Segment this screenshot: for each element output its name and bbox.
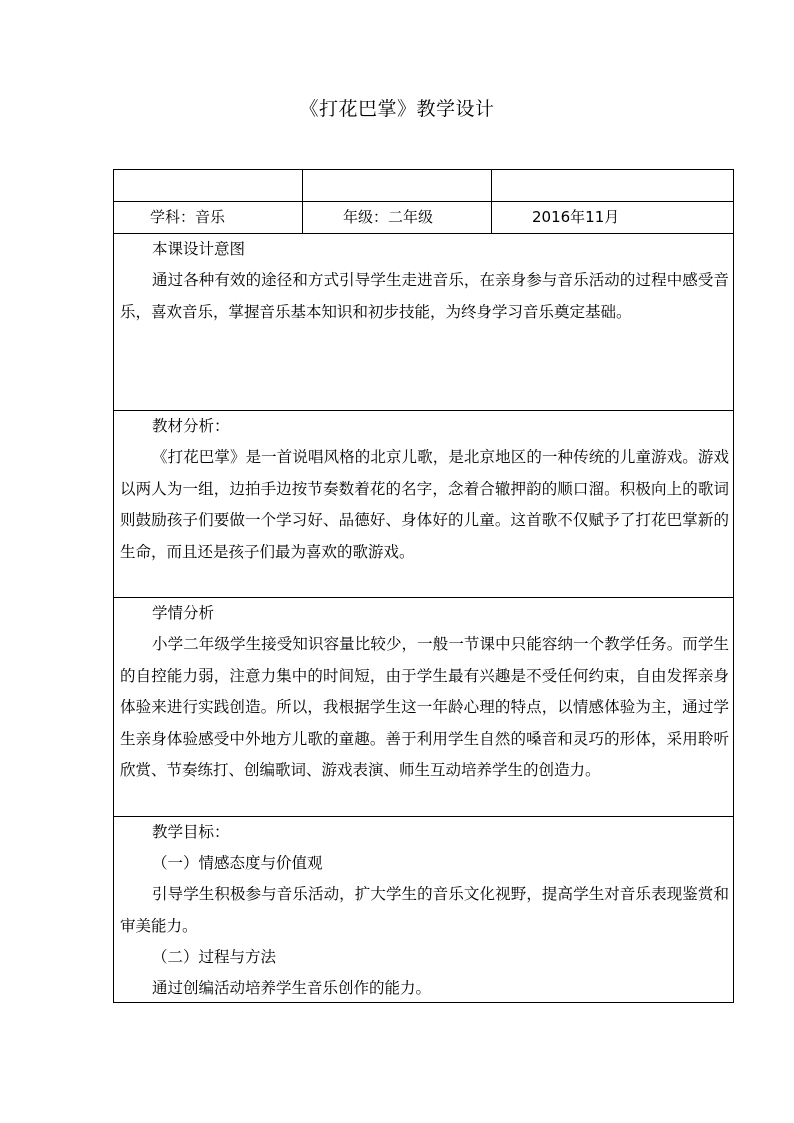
page-title: 《打花巴掌》教学设计 [299, 98, 495, 120]
section-heading: 教学目标： [152, 823, 230, 841]
row-divider [114, 233, 733, 234]
column-divider [491, 170, 492, 233]
section-divider [114, 816, 733, 817]
section-paragraph: 通过各种有效的途径和方式引导学生走进音乐，在亲身参与音乐活动的过程中感受音乐，喜欢音乐，掌握音乐基本知识和初步技能，为终身学习音乐奠定基础。 [120, 271, 729, 321]
student-analysis-section [120, 602, 729, 814]
lesson-plan-table [113, 169, 734, 1003]
section-paragraph: 小学二年级学生接受知识容量比较少，一般一节课中只能容纳一个教学任务。而学生的自控能力弱，注意力集中的时间短，由于学生最有兴趣是不受任何约束，自由发挥亲身体验来进行实践创造。所以，我根据学生这一年龄心理的特点，以情感体验为主，通过学生亲身体验感受中外地方儿歌的童趣。善于利用学生自然的嗓音和灵巧的形体，采用聆听欣赏、节奏练打、创编歌词、游戏表演、师生互动培养学生的创造力。 [120, 635, 729, 779]
section-divider [114, 410, 733, 411]
date-cell: 2016年11月 [532, 208, 620, 226]
goal-subheading: （二）过程与方法 [152, 948, 277, 966]
teaching-goals-section [120, 821, 729, 1001]
material-analysis-section [120, 415, 729, 595]
row-divider [114, 201, 733, 202]
column-divider [302, 170, 303, 233]
design-intent-section [120, 238, 729, 408]
grade-cell: 年级：二年级 [343, 208, 434, 226]
section-paragraph: 《打花巴掌》是一首说唱风格的北京儿歌，是北京地区的一种传统的儿童游戏。游戏以两人为一组，边拍手边按节奏数着花的名字，念着合辙押韵的顺口溜。积极向上的歌词则鼓励孩子们要做一个学习好、品德好、身体好的儿童。这首歌不仅赋予了打花巴掌新的生命，而且还是孩子们最为喜欢的歌游戏。 [120, 448, 729, 561]
goal-paragraph: 引导学生积极参与音乐活动，扩大学生的音乐文化视野，提高学生对音乐表现鉴赏和审美能力。 [120, 885, 729, 935]
section-heading: 教材分析： [152, 417, 230, 435]
goal-paragraph: 通过创编活动培养学生音乐创作的能力。 [152, 979, 432, 997]
section-heading: 学情分析 [152, 604, 215, 622]
section-heading: 本课设计意图 [152, 240, 246, 258]
goal-subheading: （一）情感态度与价值观 [152, 854, 323, 872]
subject-cell: 学科：音乐 [150, 208, 226, 226]
section-divider [114, 597, 733, 598]
